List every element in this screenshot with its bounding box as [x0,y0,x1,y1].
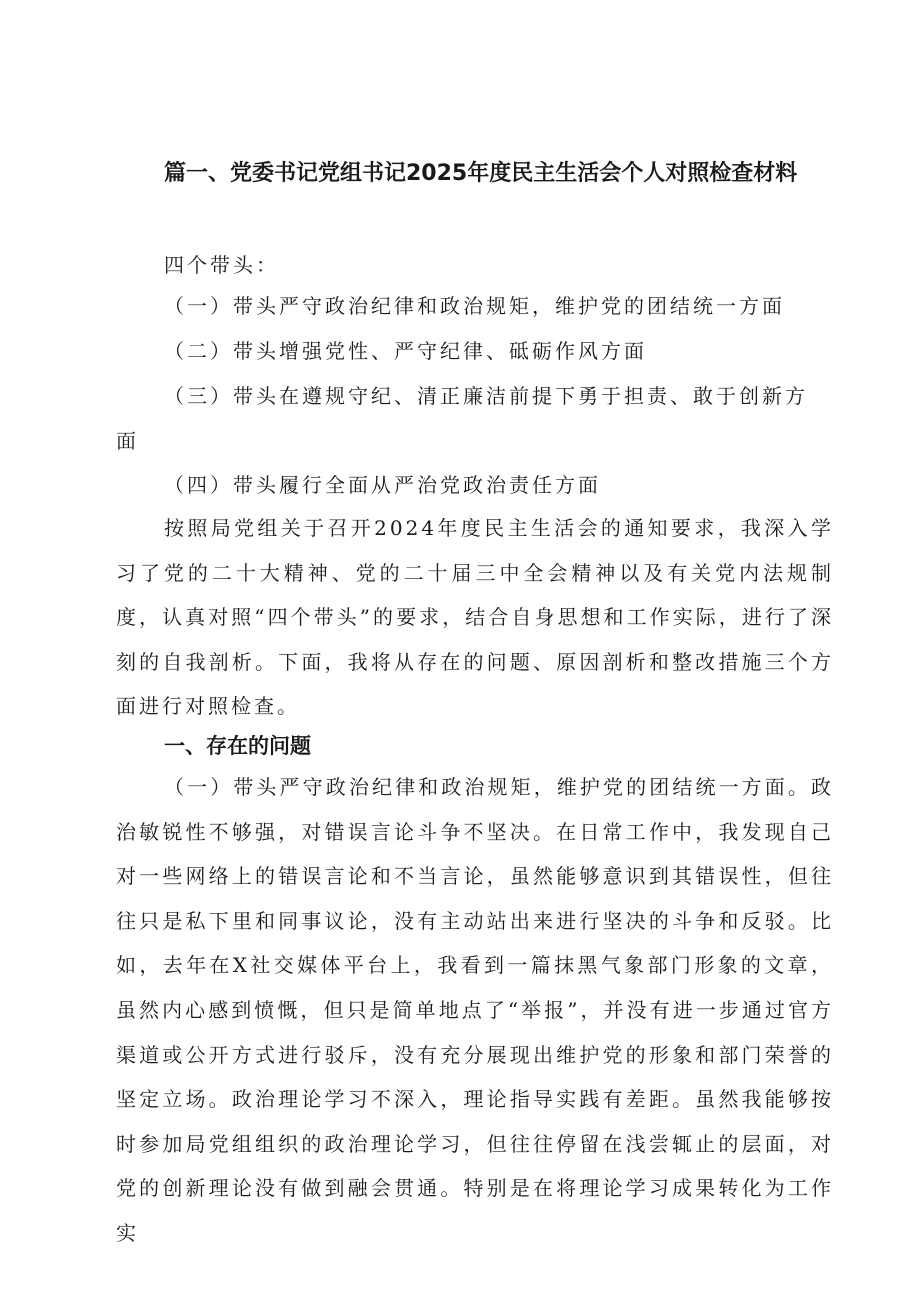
four-lead-item-3: （三）带头在遵规守纪、清正廉洁前提下勇于担责、敢于创新方 [164,384,808,408]
four-lead-label: 四个带头： [164,253,279,277]
four-lead-item-2: （二）带头增强党性、严守纪律、砥砺作风方面 [164,339,647,363]
section-heading-problems: 一、存在的问题 [164,734,311,758]
four-lead-item-4: （四）带头履行全面从严治党政治责任方面 [164,473,601,497]
four-lead-item-1: （一）带头严守政治纪律和政治规矩，维护党的团结统一方面 [164,294,785,318]
four-lead-item-3-wrap: 面 [116,429,139,453]
document-title: 篇一、党委书记党组书记2025年度民主生活会个人对照检查材料 [164,161,798,186]
section-paragraph-problems: （一）带头严守政治纪律和政治规矩，维护党的团结统一方面。政治敏锐性不够强，对错误言论斗争不坚决。在日常工作中，我发现自己对一些网络上的错误言论和不当言论，虽然能够意识到其错误性，但往往只是私下里和同事议论，没有主动站出来进行坚决的斗争和反驳。比如，去年在X社交媒体平台上，我看到一篇抹黑气象部门形象的文章，虽然内心感到愤慨，但只是简单地点了“举报”，并没有进一步通过官方渠道或公开方式进行驳斥，没有充分展现出维护党的形象和部门荣誉的坚定立场。政治理论学习不深入，理论指导实践有差距。虽然我能够按时参加局党组组织的政治理论学习，但往往停留在浅尝辄止的层面，对党的创新理论没有做到融会贯通。特别是在将理论学习成果转化为工作实 [116,775,834,1245]
intro-paragraph: 按照局党组关于召开2024年度民主生活会的通知要求，我深入学习了党的二十大精神、党的二十届三中全会精神以及有关党内法规制度，认真对照“四个带头”的要求，结合自身思想和工作实际，进行了深刻的自我剖析。下面，我将从存在的问题、原因剖析和整改措施三个方面进行对照检查。 [116,516,834,719]
